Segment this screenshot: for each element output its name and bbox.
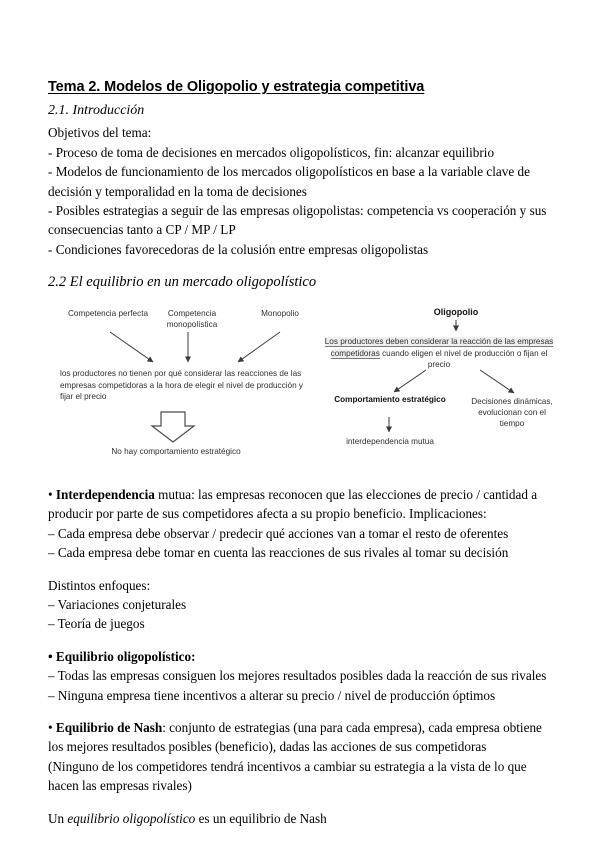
interdependencia-paragraph <box>48 485 556 524</box>
bullet-glyph-nash: • <box>48 720 56 736</box>
diagram-node-competencia-perfecta: Competencia perfecta <box>67 309 149 318</box>
objective-item-1: - Proceso de toma de decisiones en mercados oligopolísticos, fin: alcanzar equilibrio <box>48 144 495 160</box>
oligopoly-diagram <box>48 300 556 472</box>
diagram-node-comportamiento-estrategico: Comportamiento estratégico <box>334 395 446 404</box>
diagram-right-statement <box>322 336 556 371</box>
diagram-node-competencia-monopolistica: Competencia monopolística <box>166 309 218 330</box>
enfoques-dash-1: – Variaciones conjeturales <box>48 597 187 613</box>
equilibrio-nash-lead-bold: Equilibrio de Nash <box>55 720 163 736</box>
section-heading-2-2: 2.2 El equilibrio en un mercado oligopolístico <box>48 274 317 291</box>
block-down-arrow <box>152 412 194 442</box>
enfoques-heading: Distintos enfoques: <box>48 577 151 593</box>
equilibrio-oligopolistico-dash-2: – Ninguna empresa tiene incentivos a alterar su precio / nivel de producción óptimos <box>48 687 496 703</box>
objective-item-3: - Posibles estrategias a seguir de las empresas oligopolistas: competencia vs cooperación y sus consecuencias tanto a CP / MP / LP <box>48 202 547 238</box>
page-title: Tema 2. Modelos de Oligopolio y estrategia competitiva <box>48 79 425 95</box>
diagram-node-monopolio: Monopolio <box>261 309 299 318</box>
closing-post: es un equilibrio de Nash <box>195 810 327 826</box>
document-content <box>48 78 556 828</box>
interdependencia-dash-2: – Cada empresa debe tomar en cuenta las reacciones de sus rivales al tomar su decisión <box>48 545 509 561</box>
diagram-node-oligopolio: Oligopolio <box>433 307 479 317</box>
equilibrio-nash-parenthetical: (Ninguno de los competidores tendrá incentivos a cambiar su estrategia a la vista de lo que hacen las empresas rivales) <box>48 758 527 794</box>
objective-item-4: - Condiciones favorecedoras de la colusión entre empresas oligopolistas <box>48 241 429 257</box>
diagram-left-statement: los productores no tienen por qué considerar las reacciones de las empresas competidoras a la hora de elegir el nivel de producción y fijar el precio <box>60 369 304 402</box>
bullet-glyph: • <box>48 487 56 502</box>
diagram-left-conclusion: No hay comportamiento estratégico <box>111 447 241 456</box>
interdependencia-dash-1: – Cada empresa debe observar / predecir qué acciones van a tomar el resto de oferentes <box>48 525 509 541</box>
diagram-node-interdependencia-mutua: interdependencia mutua <box>346 437 434 446</box>
equilibrio-nash-lead-rest: : conjunto de estrategias (una para cada empresa), cada empresa obtiene los mejores resultados posibles (beneficio), dadas las acciones de sus competidoras <box>48 720 542 755</box>
diagram-node-decisiones-dinamicas: Decisiones dinámicas, evolucionan con el tiempo <box>471 397 553 429</box>
equilibrio-oligopolistico-heading: • Equilibrio oligopolístico: <box>48 648 196 664</box>
interdependencia-lead-bold: Interdependencia <box>55 487 155 502</box>
diagram-right-statement-underlined: Los productores deben considerar la reacción de las empresas competidoras <box>324 337 554 358</box>
equilibrio-nash-paragraph <box>48 718 556 757</box>
closing-pre: Un <box>48 810 68 826</box>
objective-item-2: - Modelos de funcionamiento de los mercados oligopolísticos en base a la variable clave de decisión y temporalidad en la toma de decisiones <box>48 164 530 199</box>
closing-paragraph <box>48 809 556 828</box>
equilibrio-oligopolistico-dash-1: – Todas las empresas consiguen los mejores resultados posibles dada la reacción de sus rivales <box>48 668 547 684</box>
objectives-heading: Objetivos del tema: <box>48 125 152 141</box>
enfoques-dash-2: – Teoría de juegos <box>48 616 145 632</box>
diagram-right-statement-rest: cuando eligen el nivel de producción o fijan el precio <box>379 348 548 370</box>
interdependencia-lead-rest: mutua: las empresas reconocen que las elecciones de precio / cantidad a producir por parte de sus competidores afecta a su propio beneficio. Implicaciones: <box>48 487 538 522</box>
section-heading-2-1: 2.1. Introducción <box>48 103 145 119</box>
closing-italic: equilibrio oligopolístico <box>67 810 196 826</box>
